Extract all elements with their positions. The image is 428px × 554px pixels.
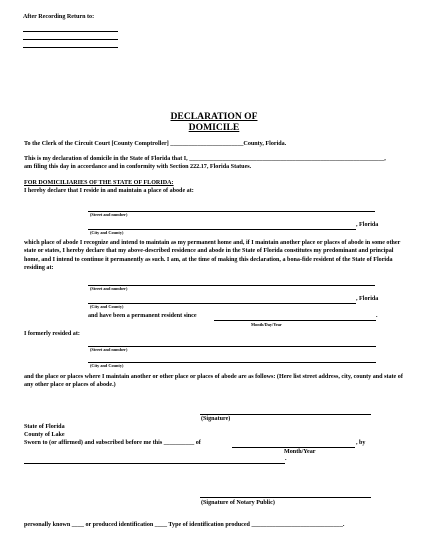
notary-state: State of Florida bbox=[24, 424, 65, 430]
reside-declaration: I hereby declare that I reside in and maintain a place of abode at: bbox=[24, 188, 194, 194]
domiciliaries-heading: FOR DOMICILIARIES OF THE STATE OF FLORIDA: bbox=[24, 180, 174, 186]
florida-suffix-2: , Florida bbox=[356, 296, 379, 302]
notary-county: County of Lake bbox=[24, 432, 65, 438]
notary-signature-field[interactable] bbox=[200, 497, 371, 498]
statute-line: am filing this day in accordance and in conformity with Section 222.17, Florida Statues. bbox=[24, 164, 252, 170]
clerk-line: To the Clerk of the Circuit Court [County Comptroller] ________________________County, Florida. bbox=[24, 141, 287, 147]
street-address-field-1[interactable] bbox=[88, 211, 375, 212]
declaration-line: This is my declaration of domicile in the State of Florida that I, ________________________________________________________________, bbox=[24, 156, 386, 162]
signature-label: (Signature) bbox=[201, 416, 231, 422]
document-title-line-2: DOMICILE bbox=[188, 122, 240, 133]
sworn-line: Sworn to (or affirmed) and subscribed before me this __________ of bbox=[24, 440, 201, 446]
signature-field[interactable] bbox=[200, 414, 371, 415]
city-label-1: (City and County) bbox=[90, 230, 124, 235]
affiant-name-field[interactable] bbox=[24, 463, 285, 464]
affiant-name-period: . bbox=[285, 456, 287, 462]
sworn-month-year-field[interactable] bbox=[232, 447, 355, 448]
document-title-line-1: DECLARATION OF bbox=[170, 111, 258, 122]
city-county-field-2[interactable] bbox=[88, 303, 356, 304]
formerly-resided-label: I formerly resided at: bbox=[24, 331, 80, 337]
return-address-line-1[interactable] bbox=[23, 31, 118, 32]
month-year-label: Month/Year bbox=[284, 449, 316, 455]
identification-line: personally known ____ or produced identification ____ Type of identification produced ______________________________. bbox=[24, 522, 345, 528]
street-label-1: (Street and number) bbox=[90, 212, 128, 217]
sworn-by-suffix: , by bbox=[356, 440, 366, 446]
return-address-line-2[interactable] bbox=[23, 39, 118, 40]
city-county-field-1[interactable] bbox=[88, 229, 356, 230]
notary-signature-label: (Signature of Notary Public) bbox=[201, 500, 275, 506]
month-day-year-label: Month/Day/Year bbox=[251, 322, 282, 327]
return-address-line-3[interactable] bbox=[23, 47, 118, 48]
permanent-home-paragraph: which place of abode I recognize and intend to maintain as my permanent home and, if I maintain another place or places of abode in some other state or states, I hereby declare that my above-described residence and abode in the State of Florida constitutes my predominant and principal home, and I intend to continue it permanently as such. I am, at the time of making this declaration, a bona-fide resident of the State of Florida residing at: bbox=[24, 240, 401, 272]
other-places-paragraph: and the place or places where I maintain another or other place or places of abode are as follows: (Here list street address, city, county and state of any other place or places of abode.) bbox=[24, 374, 403, 389]
former-street-field[interactable] bbox=[88, 346, 376, 347]
street-label-3: (Street and number) bbox=[90, 347, 128, 352]
resident-since-label: and have been a permanent resident since bbox=[88, 313, 197, 319]
resident-since-period: . bbox=[376, 313, 378, 319]
florida-suffix-1: , Florida bbox=[356, 222, 379, 228]
street-label-2: (Street and number) bbox=[90, 286, 128, 291]
resident-since-date-field[interactable] bbox=[214, 320, 376, 321]
after-recording-label: After Recording Return to: bbox=[23, 14, 95, 20]
city-label-2: (City and County) bbox=[90, 304, 124, 309]
street-address-field-2[interactable] bbox=[88, 285, 375, 286]
former-city-field[interactable] bbox=[88, 362, 376, 363]
city-label-3: (City and County) bbox=[90, 363, 124, 368]
